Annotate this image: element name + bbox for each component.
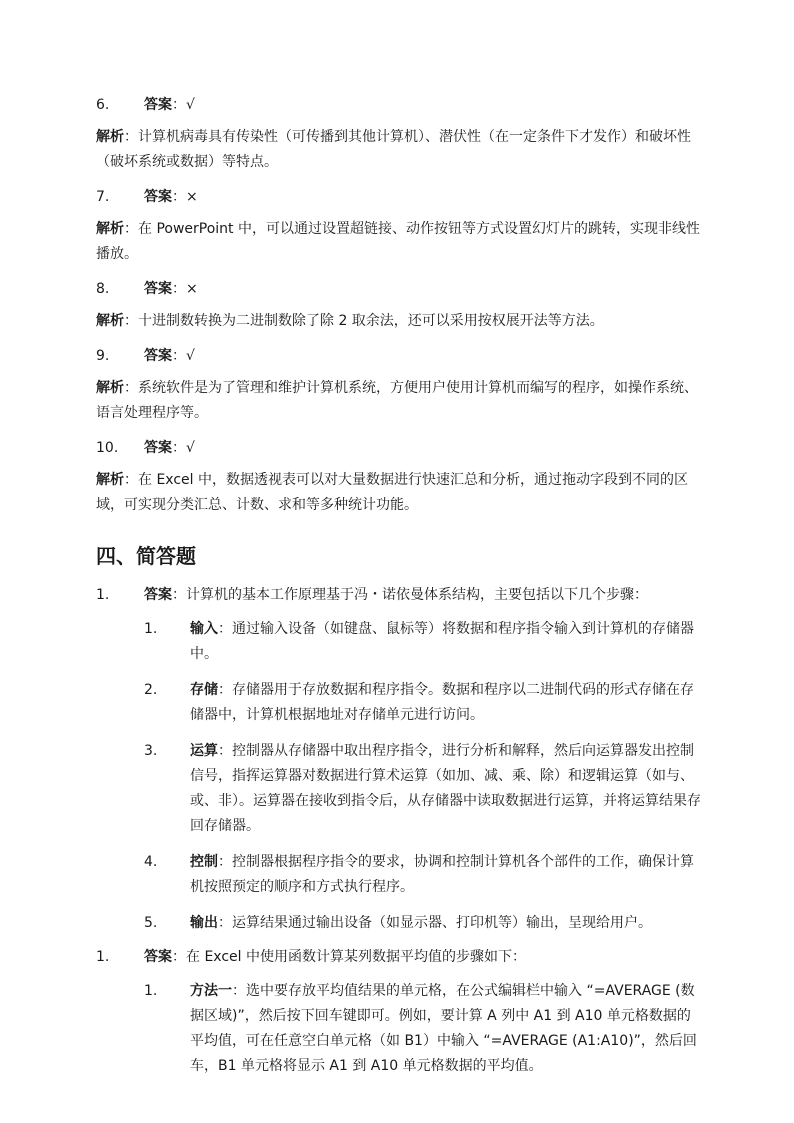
question-number: 1. [96, 949, 110, 965]
question-number: 8. [96, 281, 110, 297]
answer-label: 答案 [144, 348, 172, 364]
explanation: 解析：在 Excel 中，数据透视表可以对大量数据进行快速汇总和分析，通过拖动字段到不同的区域，可实现分类汇总、计数、求和等多种统计功能。 [96, 472, 688, 513]
answer-value: √ [186, 348, 195, 364]
step-title: 运算 [190, 743, 218, 759]
answer-label: 答案 [144, 949, 172, 965]
explanation: 解析：计算机病毒具有传染性（可传播到其他计算机）、潜伏性（在一定条件下才发作）和破坏性（破坏系统或数据）等特点。 [96, 129, 691, 170]
answer-line: 8. 答案：× [96, 278, 702, 300]
step-item: 2. 存储：存储器用于存放数据和程序指令。数据和程序以二进制代码的形式存储在存储器中，计算机根据地址对存储单元进行访问。 [144, 678, 702, 728]
step-number: 1. [144, 621, 158, 637]
step-item: 3. 运算：控制器从存储器中取出程序指令，进行分析和解释，然后向运算器发出控制信号，指挥运算器对数据进行算术运算（如加、减、乘、除）和逻辑运算（如与、或、非）。运算器在接收到指令后，从存储器中读取数据进行运算，并将运算结果存回存储器。 [144, 739, 702, 839]
step-title: 方法一 [190, 983, 232, 999]
step-title: 控制 [190, 854, 218, 870]
tf-item-10 [96, 437, 702, 518]
tf-item-6 [96, 94, 702, 175]
question-number: 9. [96, 348, 110, 364]
explanation: 解析：十进制数转换为二进制数除了除 2 取余法，还可以采用按权展开法等方法。 [96, 313, 604, 329]
answer-label: 答案 [144, 440, 172, 456]
explanation: 解析：系统软件是为了管理和维护计算机系统，方便用户使用计算机而编写的程序，如操作系统、语言处理程序等。 [96, 380, 698, 421]
step-item: 1. 输入：通过输入设备（如键盘、鼠标等）将数据和程序指令输入到计算机的存储器中。 [144, 617, 702, 667]
answer-line: 6. 答案：√ [96, 94, 702, 116]
answer-value: √ [186, 440, 195, 456]
tf-item-9 [96, 345, 702, 426]
answer-value: × [186, 281, 198, 297]
answer-value: × [186, 189, 198, 205]
answer-label: 答案 [144, 587, 172, 603]
explain-label: 解析 [96, 221, 124, 237]
explanation-text: 在 Excel 中，数据透视表可以对大量数据进行快速汇总和分析，通过拖动字段到不同的区域，可实现分类汇总、计数、求和等多种统计功能。 [96, 472, 688, 513]
explanation-text: 十进制数转换为二进制数除了除 2 取余法，还可以采用按权展开法等方法。 [138, 313, 604, 329]
step-text: 运算结果通过输出设备（如显示器、打印机等）输出，呈现给用户。 [232, 915, 652, 931]
answer-line: 10. 答案：√ [96, 437, 702, 459]
step-number: 5. [144, 915, 158, 931]
short-answer-item: 1. 答案：计算机的基本工作原理基于冯・诺依曼体系结构，主要包括以下几个步骤： [96, 583, 702, 608]
question-number: 1. [96, 587, 110, 603]
step-item: 5. 输出：运算结果通过输出设备（如显示器、打印机等）输出，呈现给用户。 [144, 911, 702, 936]
answer-label: 答案 [144, 281, 172, 297]
explanation-text: 系统软件是为了管理和维护计算机系统，方便用户使用计算机而编写的程序，如操作系统、语言处理程序等。 [96, 380, 698, 421]
step-text: 通过输入设备（如键盘、鼠标等）将数据和程序指令输入到计算机的存储器中。 [190, 621, 694, 662]
step-text: 控制器从存储器中取出程序指令，进行分析和解释，然后向运算器发出控制信号，指挥运算器对数据进行算术运算（如加、减、乘、除）和逻辑运算（如与、或、非）。运算器在接收到指令后，从存储器中读取数据进行运算，并将运算结果存回存储器。 [190, 743, 701, 834]
explanation-text: 在 PowerPoint 中，可以通过设置超链接、动作按钮等方式设置幻灯片的跳转，实现非线性播放。 [96, 221, 700, 262]
step-item: 1. 方法一：选中要存放平均值结果的单元格，在公式编辑栏中输入 “=AVERAGE (数据区域)”，然后按下回车键即可。例如，要计算 A 列中 A1 到 A10 单元格数据的平均值，可在任意空白单元格（如 B1）中输入 “=AVERAGE (A1:A10)”，然后回车，B1 单元格将显示 A1 到 A10 单元格数据的平均值。 [144, 979, 702, 1079]
explain-label: 解析 [96, 472, 124, 488]
step-title: 输入 [190, 621, 218, 637]
explanation: 解析：在 PowerPoint 中，可以通过设置超链接、动作按钮等方式设置幻灯片的跳转，实现非线性播放。 [96, 221, 700, 262]
explain-label: 解析 [96, 313, 124, 329]
step-number: 3. [144, 743, 158, 759]
answer-label: 答案 [144, 189, 172, 205]
document-page [96, 94, 702, 1079]
tf-item-7 [96, 186, 702, 267]
step-number: 1. [144, 983, 158, 999]
step-text: 控制器根据程序指令的要求，协调和控制计算机各个部件的工作，确保计算机按照预定的顺序和方式执行程序。 [190, 854, 694, 895]
tf-item-8 [96, 278, 702, 334]
answer-text: 计算机的基本工作原理基于冯・诺依曼体系结构，主要包括以下几个步骤： [186, 587, 648, 603]
explanation-text: 计算机病毒具有传染性（可传播到其他计算机）、潜伏性（在一定条件下才发作）和破坏性（破坏系统或数据）等特点。 [96, 129, 691, 170]
step-number: 4. [144, 854, 158, 870]
step-title: 存储 [190, 682, 218, 698]
answer-line: 7. 答案：× [96, 186, 702, 208]
answer-label: 答案 [144, 97, 172, 113]
answer-value: √ [186, 97, 195, 113]
question-number: 7. [96, 189, 110, 205]
step-title: 输出 [190, 915, 218, 931]
answer-text: 在 Excel 中使用函数计算某列数据平均值的步骤如下： [186, 949, 526, 965]
answer-line: 9. 答案：√ [96, 345, 702, 367]
question-number: 10. [96, 440, 119, 456]
section-title: 四、简答题 [96, 544, 196, 568]
short-answer-item: 1. 答案：在 Excel 中使用函数计算某列数据平均值的步骤如下： [96, 945, 702, 970]
question-number: 6. [96, 97, 110, 113]
step-number: 2. [144, 682, 158, 698]
step-text: 选中要存放平均值结果的单元格，在公式编辑栏中输入 “=AVERAGE (数据区域)”，然后按下回车键即可。例如，要计算 A 列中 A1 到 A10 单元格数据的平均值，可在任意空白单元格（如 B1）中输入 “=AVERAGE (A1:A10)”，然后回车，B1 单元格将显示 A1 到 A10 单元格数据的平均值。 [190, 983, 697, 1074]
step-text: 存储器用于存放数据和程序指令。数据和程序以二进制代码的形式存储在存储器中，计算机根据地址对存储单元进行访问。 [190, 682, 694, 723]
explain-label: 解析 [96, 129, 124, 145]
step-item: 4. 控制：控制器根据程序指令的要求，协调和控制计算机各个部件的工作，确保计算机按照预定的顺序和方式执行程序。 [144, 850, 702, 900]
explain-label: 解析 [96, 380, 124, 396]
